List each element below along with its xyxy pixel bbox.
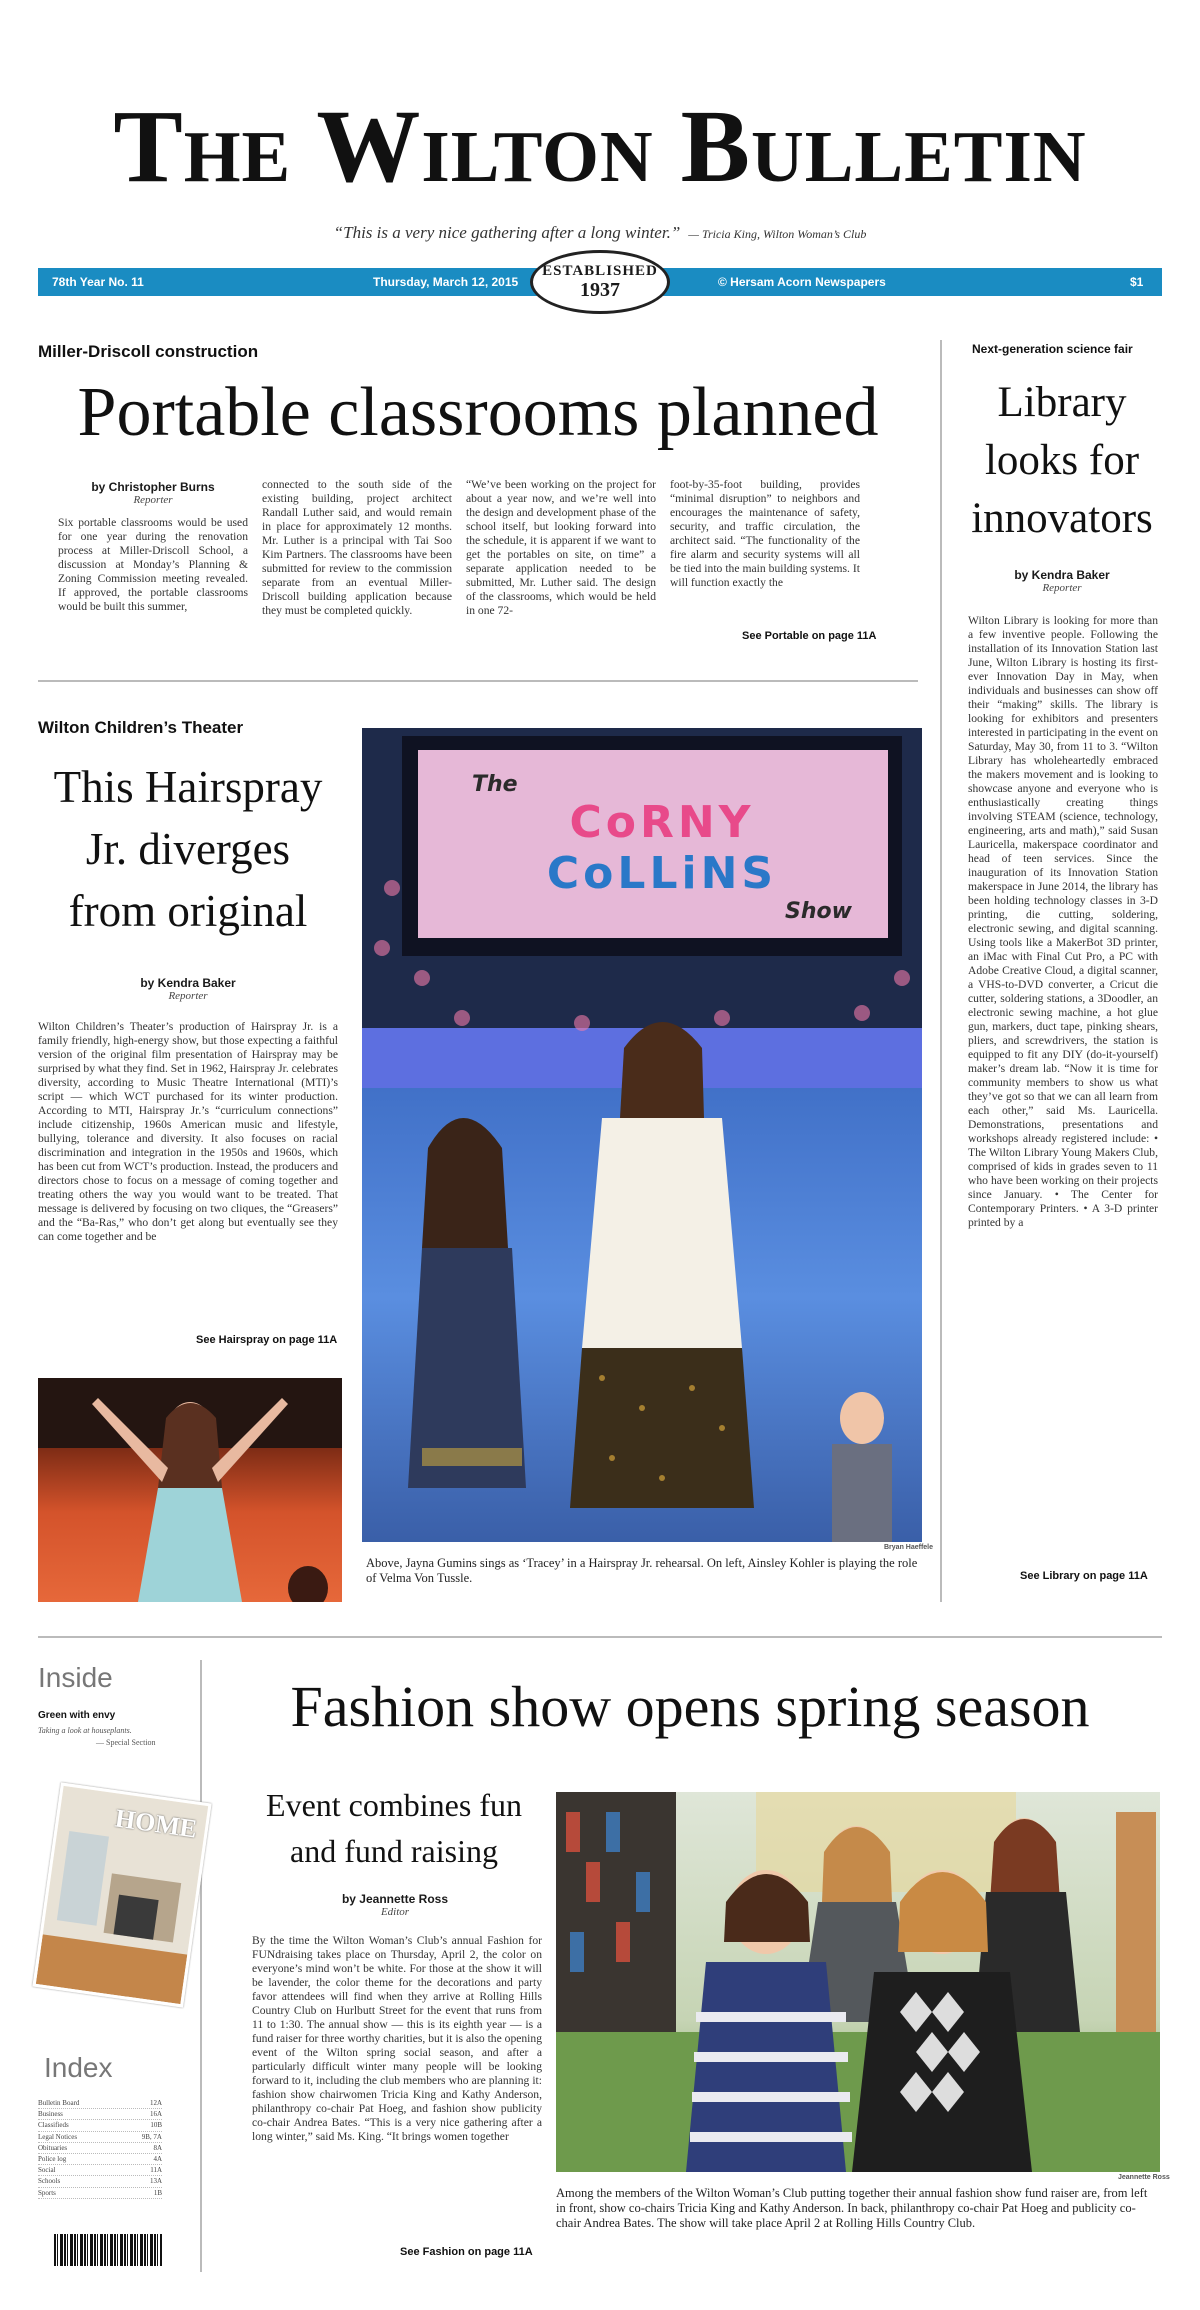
theater-byline-role: Reporter (168, 990, 208, 1002)
fashion-photo-credit: Jeannette Ross (1118, 2174, 1170, 2181)
lead-column-1: Six portable classrooms would be used for one year during the renovation process at Miller-Driscoll School, a discussion at Monday’s Planning & Zoning Commission meeting revealed. If approved, the portable classrooms would be built this summer, (58, 516, 248, 613)
lead-column-3: “We’ve been working on the project for about a year now, and we’re well into the design and development phase of the school itself, but looking forward into the schedule, it is apparent if we want to get the portables on site, on time” a separate application needed to be submitted, Mr. Luther said. The design of the classrooms, which would be held in one 72- (466, 478, 656, 617)
index-row[interactable] (38, 2109, 162, 2120)
theater-body: Wilton Children’s Theater’s production of Hairspray Jr. is a family friendly, high-energy show, but those expecting a faithful version of the original film presentation of Hairspray may be surprised by what they find. Set in 1962, Hairspray Jr. celebrates diversity, according to Music Theatre International (MTI)’s script — which WCT purchased for its winter production. According to MTI, Hairspray Jr.’s “curriculum connections” include citizenship, 1960s American music and lifestyle, bullying, tolerance and diversity. It also focuses on racial discrimination and integration in the 1950s and 1960s, which has been cut from WCT’s production. Instead, the producers and directors chose to focus on a message of coming together and treating others the way you would want to be treated. That message is delivered by focusing on two cliques, the “Greasers” and the “Ba-Ras,” who don’t get along but eventually see they can come together and be (38, 1020, 338, 1243)
inside-item-section: — Special Section (96, 1738, 156, 1747)
fashion-body: By the time the Wilton Woman’s Club’s annual Fashion for FUNdraising takes place on Thursday, April 2, the color on everyone’s mind won’t be white. For those at the show it will be lavender, the color theme for the decorations and party favor attendees will find when they arrive at Rolling Hills Country Club on Hurlbutt Street for the event that runs from 11 to 1:30. The annual show — this is its eighth year — is a fund raiser for three worthy charities, but it is also the opening event of the Wilton spring social season, and after a particularly difficult winter many people will be looking forward to it, including the club members who are planning it: fashion show chairwomen Tricia King and Kathy Anderson, philanthropy co-chair Pat Hoeg, and fashion show publicity co-chair Andrea Bates. “This is a very nice gathering after a long winter,” said Ms. King. “It brings women together (252, 1934, 542, 2143)
index-section-name: Classifieds (38, 2121, 69, 2130)
issue-number: 78th Year No. 11 (52, 275, 144, 289)
index-row[interactable] (38, 2165, 162, 2176)
badge-year: 1937 (580, 279, 620, 301)
library-body: Wilton Library is looking for more than a few inventive people. Following the installation of its Innovation Station last June, Wilton Library is hosting its first-ever Innovation Day in May, when individuals and businesses can show off their “making” skills. The library is looking for exhibitors and presenters interested in participating in the event on Saturday, May 30, from 11 to 3. “Wilton Library has wholeheartedly embraced the makers movement and is looking to showcase anyone and everyone who is enthusiastically creating things involving STEAM (science, technology, engineering, arts and math),” said Susan Lauricella, makerspace coordinator and head of teen services. Since the inauguration of its Innovation Station makerspace in June 2014, the library has been holding technology classes in 3-D printing, die cutting, soldering, electronic sewing, and digital scanning. Using tools like a MakerBot 3D printer, an iMac with Final Cut Pro, a PC with Adobe Creative Cloud, a digital scanner, a VHS-to-DVD converter, a Cricut die cutter, soldering stations, a 3Doodler, an electronic sewing machine, a hot glue gun, markers, duct tape, pinking shears, pliers, and screwdrivers, the station is equipped to fit any DIY (do-it-yourself) maker’s dream lab. “Now it is time for community members to show us what they’ve got so that we can all learn from each other,” said Ms. Lauricella. Demonstrations, presentations and workshops already registered include: • The Wilton Library Young Makers Club, comprised of kids in grades seven to 11 who have been working on their projects since January. • The Center for Contemporary Printers. • A 3-D printer printed by a (968, 614, 1158, 1229)
index-row[interactable] (38, 2098, 162, 2109)
index-section-name: Sports (38, 2188, 56, 2197)
newspaper-title: The Wilton Bulletin (113, 89, 1087, 204)
library-byline-name: by Kendra Baker (1014, 568, 1110, 582)
index-row[interactable] (38, 2120, 162, 2131)
corny-collins-sign (462, 772, 862, 924)
inside-item-title[interactable]: Green with envy (38, 1710, 116, 1721)
index-row[interactable] (38, 2143, 162, 2154)
index-row[interactable] (38, 2132, 162, 2143)
library-byline-role: Reporter (1042, 582, 1082, 594)
library-byline (962, 568, 1162, 594)
lead-column-4: foot-by-35-foot building, provides “minimal disruption” to neighbors and encourages the maintenance of safety, security, and traffic circulation, the architect said. “The functionality of the fire alarm and security systems will all be tied into the main building systems. It will function exactly the (670, 478, 860, 589)
established-badge (530, 250, 670, 314)
singer-figure-image (38, 1378, 342, 1602)
library-headline: Library looks for innovators (971, 379, 1153, 542)
fashion-byline-name: by Jeannette Ross (341, 1892, 449, 1906)
index-page-number: 8A (153, 2143, 162, 2152)
index-label: Index (44, 2052, 113, 2083)
index-section-name: Legal Notices (38, 2132, 78, 2141)
quote-attribution: — Tricia King, Wilton Woman’s Club (688, 227, 867, 241)
section-divider (38, 680, 918, 682)
masthead-quote (80, 223, 1120, 243)
lead-byline-name: by Christopher Burns (91, 480, 215, 494)
library-kicker: Next-generation science fair (972, 342, 1133, 356)
index-page-number: 16A (149, 2110, 162, 2119)
theater-byline (38, 976, 338, 1002)
lead-byline (58, 480, 248, 506)
index-row[interactable] (38, 2176, 162, 2187)
price: $1 (1130, 275, 1144, 289)
theater-small-photo (38, 1378, 342, 1602)
fashion-caption: Among the members of the Wilton Woman’s Club putting together their annual fashion show fund raiser are, from left in front, show co-chairs Tricia King and Kathy Anderson. In back, philanthropy co-chair Pat Hoeg and publicity co-chair Andrea Bates. The show will take place April 2 at Rolling Hills Country Club. (556, 2186, 1148, 2230)
section-divider-bottom (38, 1636, 1162, 1638)
magazine-cover[interactable] (32, 1782, 211, 2007)
theater-caption: Above, Jayna Gumins sings as ‘Tracey’ in a Hairspray Jr. rehearsal. On left, Ainsley Kohler is playing the role of Velma Von Tussle. (366, 1556, 918, 1585)
lead-headline: Portable classrooms planned (77, 374, 879, 451)
index-page-number: 4A (153, 2155, 162, 2164)
column-divider (940, 340, 942, 1602)
badge-label: ESTABLISHED (542, 263, 658, 279)
lead-jump-link[interactable]: See Portable on page 11A (742, 630, 877, 642)
barcode (54, 2234, 162, 2266)
index-section-name: Bulletin Board (38, 2099, 80, 2107)
index-section-name: Schools (38, 2177, 61, 2186)
index-section-name: Obituaries (38, 2143, 68, 2152)
theater-headline: This Hairspray Jr. diverges from original (53, 762, 323, 936)
sign-line-show: Show (785, 899, 852, 924)
theater-main-photo (362, 728, 922, 1542)
theater-kicker: Wilton Children’s Theater (38, 718, 244, 737)
theater-byline-name: by Kendra Baker (140, 976, 236, 990)
index-section-name: Police log (38, 2155, 67, 2164)
masthead (80, 89, 1120, 243)
theater-photo-credit: Bryan Haeffele (884, 1544, 934, 1551)
sign-line-collins: CoLLiNS (546, 848, 778, 899)
lead-column-2: connected to the south side of the existing building, project architect Randall Luther said, and would remain in place for approximately 12 months. Mr. Luther is a principal with Tai Soo Kim Partners. The classrooms have been submitted for review to the commission separate from an eventual Miller-Driscoll building application because they must be completed quickly. (262, 478, 452, 617)
index-page-number: 13A (149, 2177, 162, 2186)
lead-byline-role: Reporter (133, 494, 173, 506)
index-list (38, 2098, 162, 2199)
index-page-number: 11A (150, 2166, 162, 2175)
sign-line-the: The (472, 772, 518, 797)
index-row[interactable] (38, 2154, 162, 2165)
lead-kicker: Miller-Driscoll construction (38, 342, 259, 361)
club-members-image (556, 1792, 1160, 2172)
index-row[interactable] (38, 2188, 162, 2199)
library-jump-link[interactable]: See Library on page 11A (1020, 1570, 1148, 1582)
index-page-number: 1B (153, 2188, 162, 2197)
index-page-number: 12A (149, 2099, 162, 2107)
index-section-name: Social (38, 2166, 56, 2175)
quote-text: “This is a very nice gathering after a long winter.” (333, 223, 681, 242)
fashion-byline-role: Editor (380, 1906, 410, 1918)
issue-date: Thursday, March 12, 2015 (373, 275, 519, 289)
index-page-number: 9B, 7A (141, 2132, 162, 2141)
fashion-photo (556, 1792, 1160, 2172)
fashion-jump-link[interactable]: See Fashion on page 11A (400, 2246, 533, 2258)
inside-label: Inside (38, 1662, 113, 1693)
fashion-byline (250, 1892, 540, 1918)
fashion-headline: Fashion show opens spring season (290, 1674, 1090, 1739)
fashion-subhead: Event combines fun and fund raising (266, 1787, 522, 1869)
index-section-name: Business (38, 2110, 63, 2119)
sign-line-corny: CoRNY (569, 797, 755, 848)
index-page-number: 10B (150, 2121, 162, 2130)
theater-jump-link[interactable]: See Hairspray on page 11A (196, 1334, 338, 1346)
inside-divider (200, 1660, 202, 2272)
magazine-title: HOME (113, 1803, 199, 1844)
publisher: © Hersam Acorn Newspapers (718, 275, 886, 289)
inside-item-desc: Taking a look at houseplants. (38, 1726, 132, 1735)
